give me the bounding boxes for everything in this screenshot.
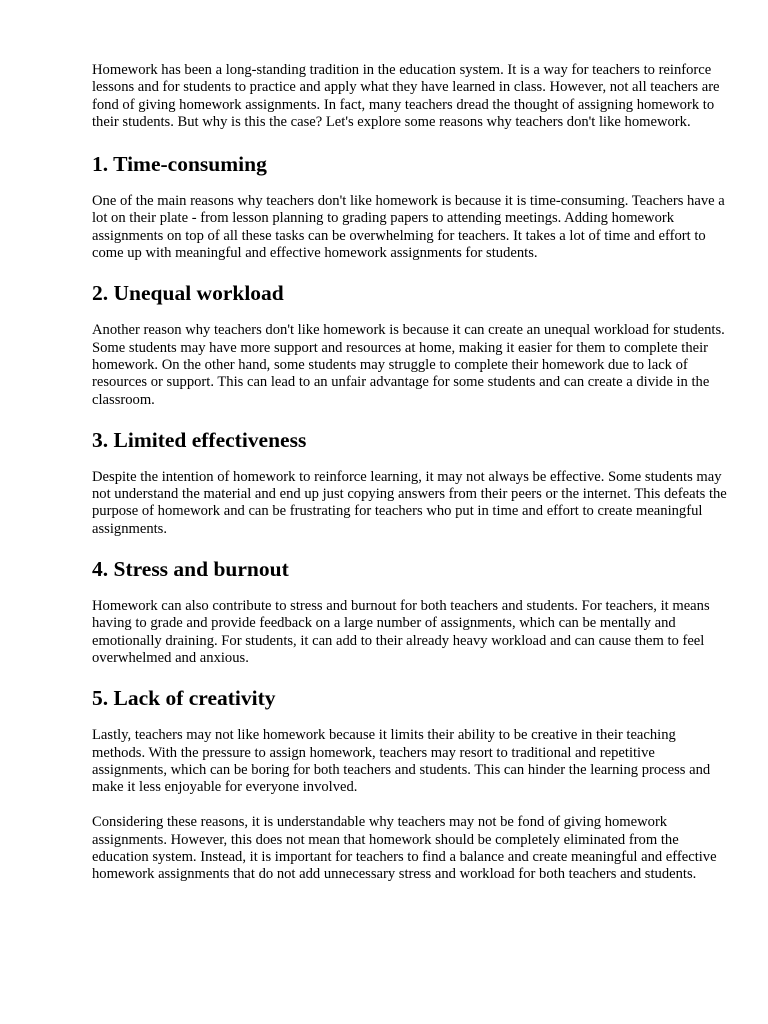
section-body-unequal-workload: Another reason why teachers don't like homework is because it can create an unequal workload for students. Some students may have more support and resources at home, making it easier for them to complete their homework. On the other hand, some students may struggle to complete their homework due to lack of resources or support. This can lead to an unfair advantage for some students and can create a divide in the classroom. — [92, 322, 725, 408]
section-heading-limited-effectiveness: 3. Limited effectiveness — [92, 427, 307, 452]
section-body-time-consuming: One of the main reasons why teachers don't like homework is because it is time-consuming. Teachers have a lot on their plate - from lesson planning to grading papers to attending meetings. Adding homework assignments on top of all these tasks can be overwhelming for teachers. It takes a lot of time and effort to come up with meaningful and effective homework assignments for students. — [92, 193, 725, 262]
section-body-limited-effectiveness: Despite the intention of homework to reinforce learning, it may not always be effective. Some students may not understand the material and end up just copying answers from their peers or the internet. This defeats the purpose of homework and can be frustrating for teachers who put in time and effort to create meaningful assignments. — [92, 468, 727, 537]
document-page — [92, 62, 728, 884]
section-heading-time-consuming: 1. Time-consuming — [92, 152, 267, 177]
intro-paragraph: Homework has been a long-standing tradition in the education system. It is a way for teachers to reinforce lessons and for students to practice and apply what they have learned in class. However, not all teachers are fond of giving homework assignments. In fact, many teachers dread the thought of assigning homework to their students. But why is this the case? Let's explore some reasons why teachers don't like homework. — [92, 62, 720, 130]
section-heading-unequal-workload: 2. Unequal workload — [92, 281, 284, 306]
conclusion-paragraph: Considering these reasons, it is understandable why teachers may not be fond of giving homework assignments. However, this does not mean that homework should be completely eliminated from the education system. Instead, it is important for teachers to find a balance and create meaningful and effective homework assignments that do not add unnecessary stress and workload for both teachers and students. — [92, 814, 717, 883]
section-body-stress-burnout: Homework can also contribute to stress and burnout for both teachers and students. For teachers, it means having to grade and provide feedback on a large number of assignments, which can be mentally and emotionally draining. For students, it can add to their already heavy workload and can cause them to feel overwhelmed and anxious. — [92, 598, 710, 666]
section-heading-lack-of-creativity: 5. Lack of creativity — [92, 686, 276, 711]
section-heading-stress-burnout: 4. Stress and burnout — [92, 557, 289, 582]
section-body-lack-of-creativity: Lastly, teachers may not like homework because it limits their ability to be creative in their teaching methods. With the pressure to assign homework, teachers may resort to traditional and repetitive assignments, which can be boring for both teachers and students. This can hinder the learning process and make it less enjoyable for everyone involved. — [92, 727, 711, 796]
